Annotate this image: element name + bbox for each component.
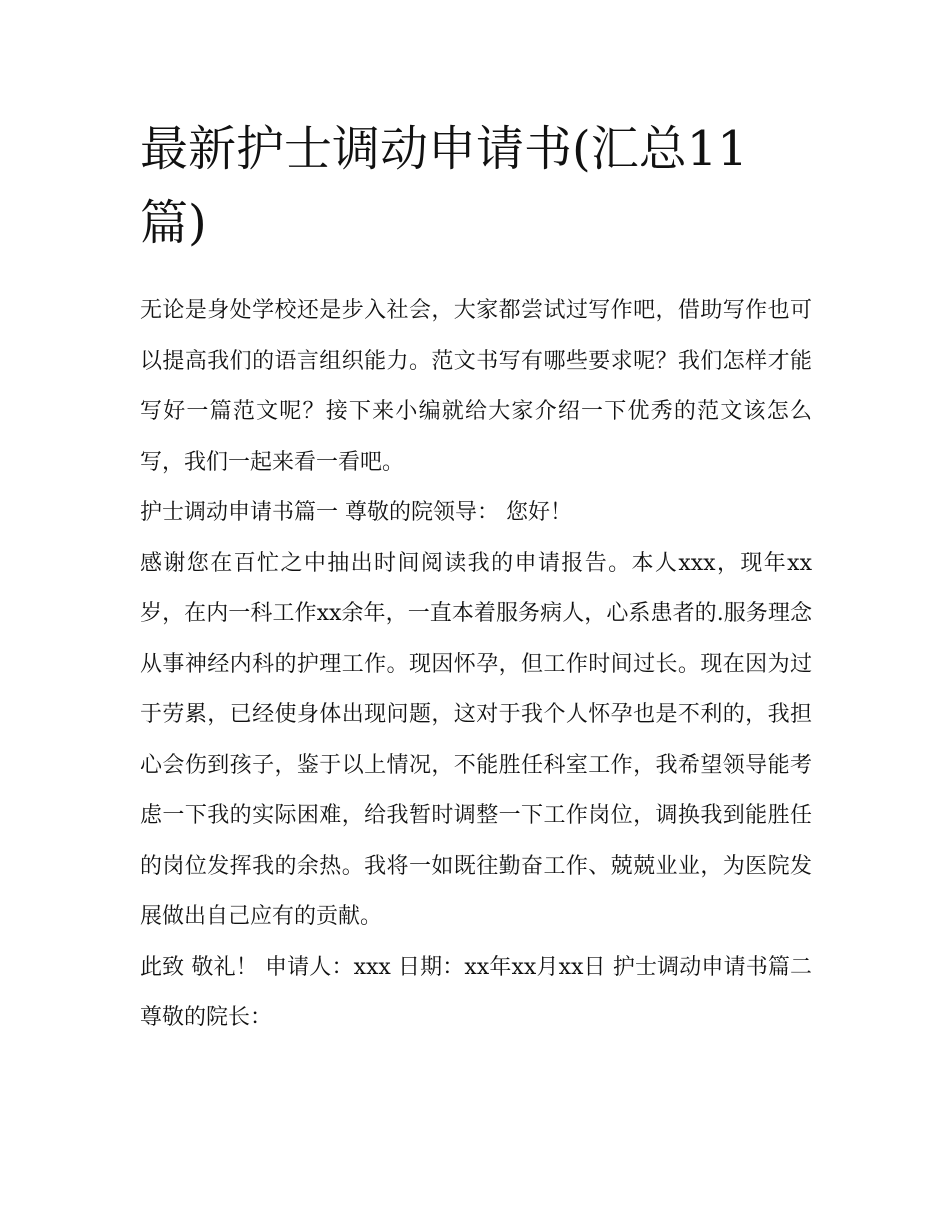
document-title: 最新护士调动申请书(汇总11篇) (140, 121, 748, 251)
closing-paragraph: 此致 敬礼！ 申请人：xxx 日期：xx年xx月xx日 护士调动申请书篇二 尊敬的院长： (140, 954, 812, 1030)
document-body (140, 286, 812, 1044)
document-content (140, 112, 812, 1044)
application-paragraph: 感谢您在百忙之中抽出时间阅读我的申请报告。本人xxx，现年xx岁，在内一科工作xx余年，一直本着服务病人，心系患者的.服务理念从事神经内科的护理工作。现因怀孕，但工作时间过长。现在因为过于劳累，已经使身体出现问题，这对于我个人怀孕也是不利的，我担心会伤到孩子，鉴于以上情况，不能胜任科室工作，我希望领导能考虑一下我的实际困难，给我暂时调整一下工作岗位，调换我到能胜任的岗位发挥我的余热。我将一如既往勤奋工作、兢兢业业，为医院发展做出自己应有的贡献。 (140, 550, 812, 929)
intro-paragraph: 无论是身处学校还是步入社会，大家都尝试过写作吧，借助写作也可以提高我们的语言组织能力。范文书写有哪些要求呢？我们怎样才能写好一篇范文呢？接下来小编就给大家介绍一下优秀的范文该怎么写，我们一起来看一看吧。 (140, 298, 812, 475)
greeting-paragraph: 护士调动申请书篇一 尊敬的院领导： 您好！ (140, 500, 572, 525)
